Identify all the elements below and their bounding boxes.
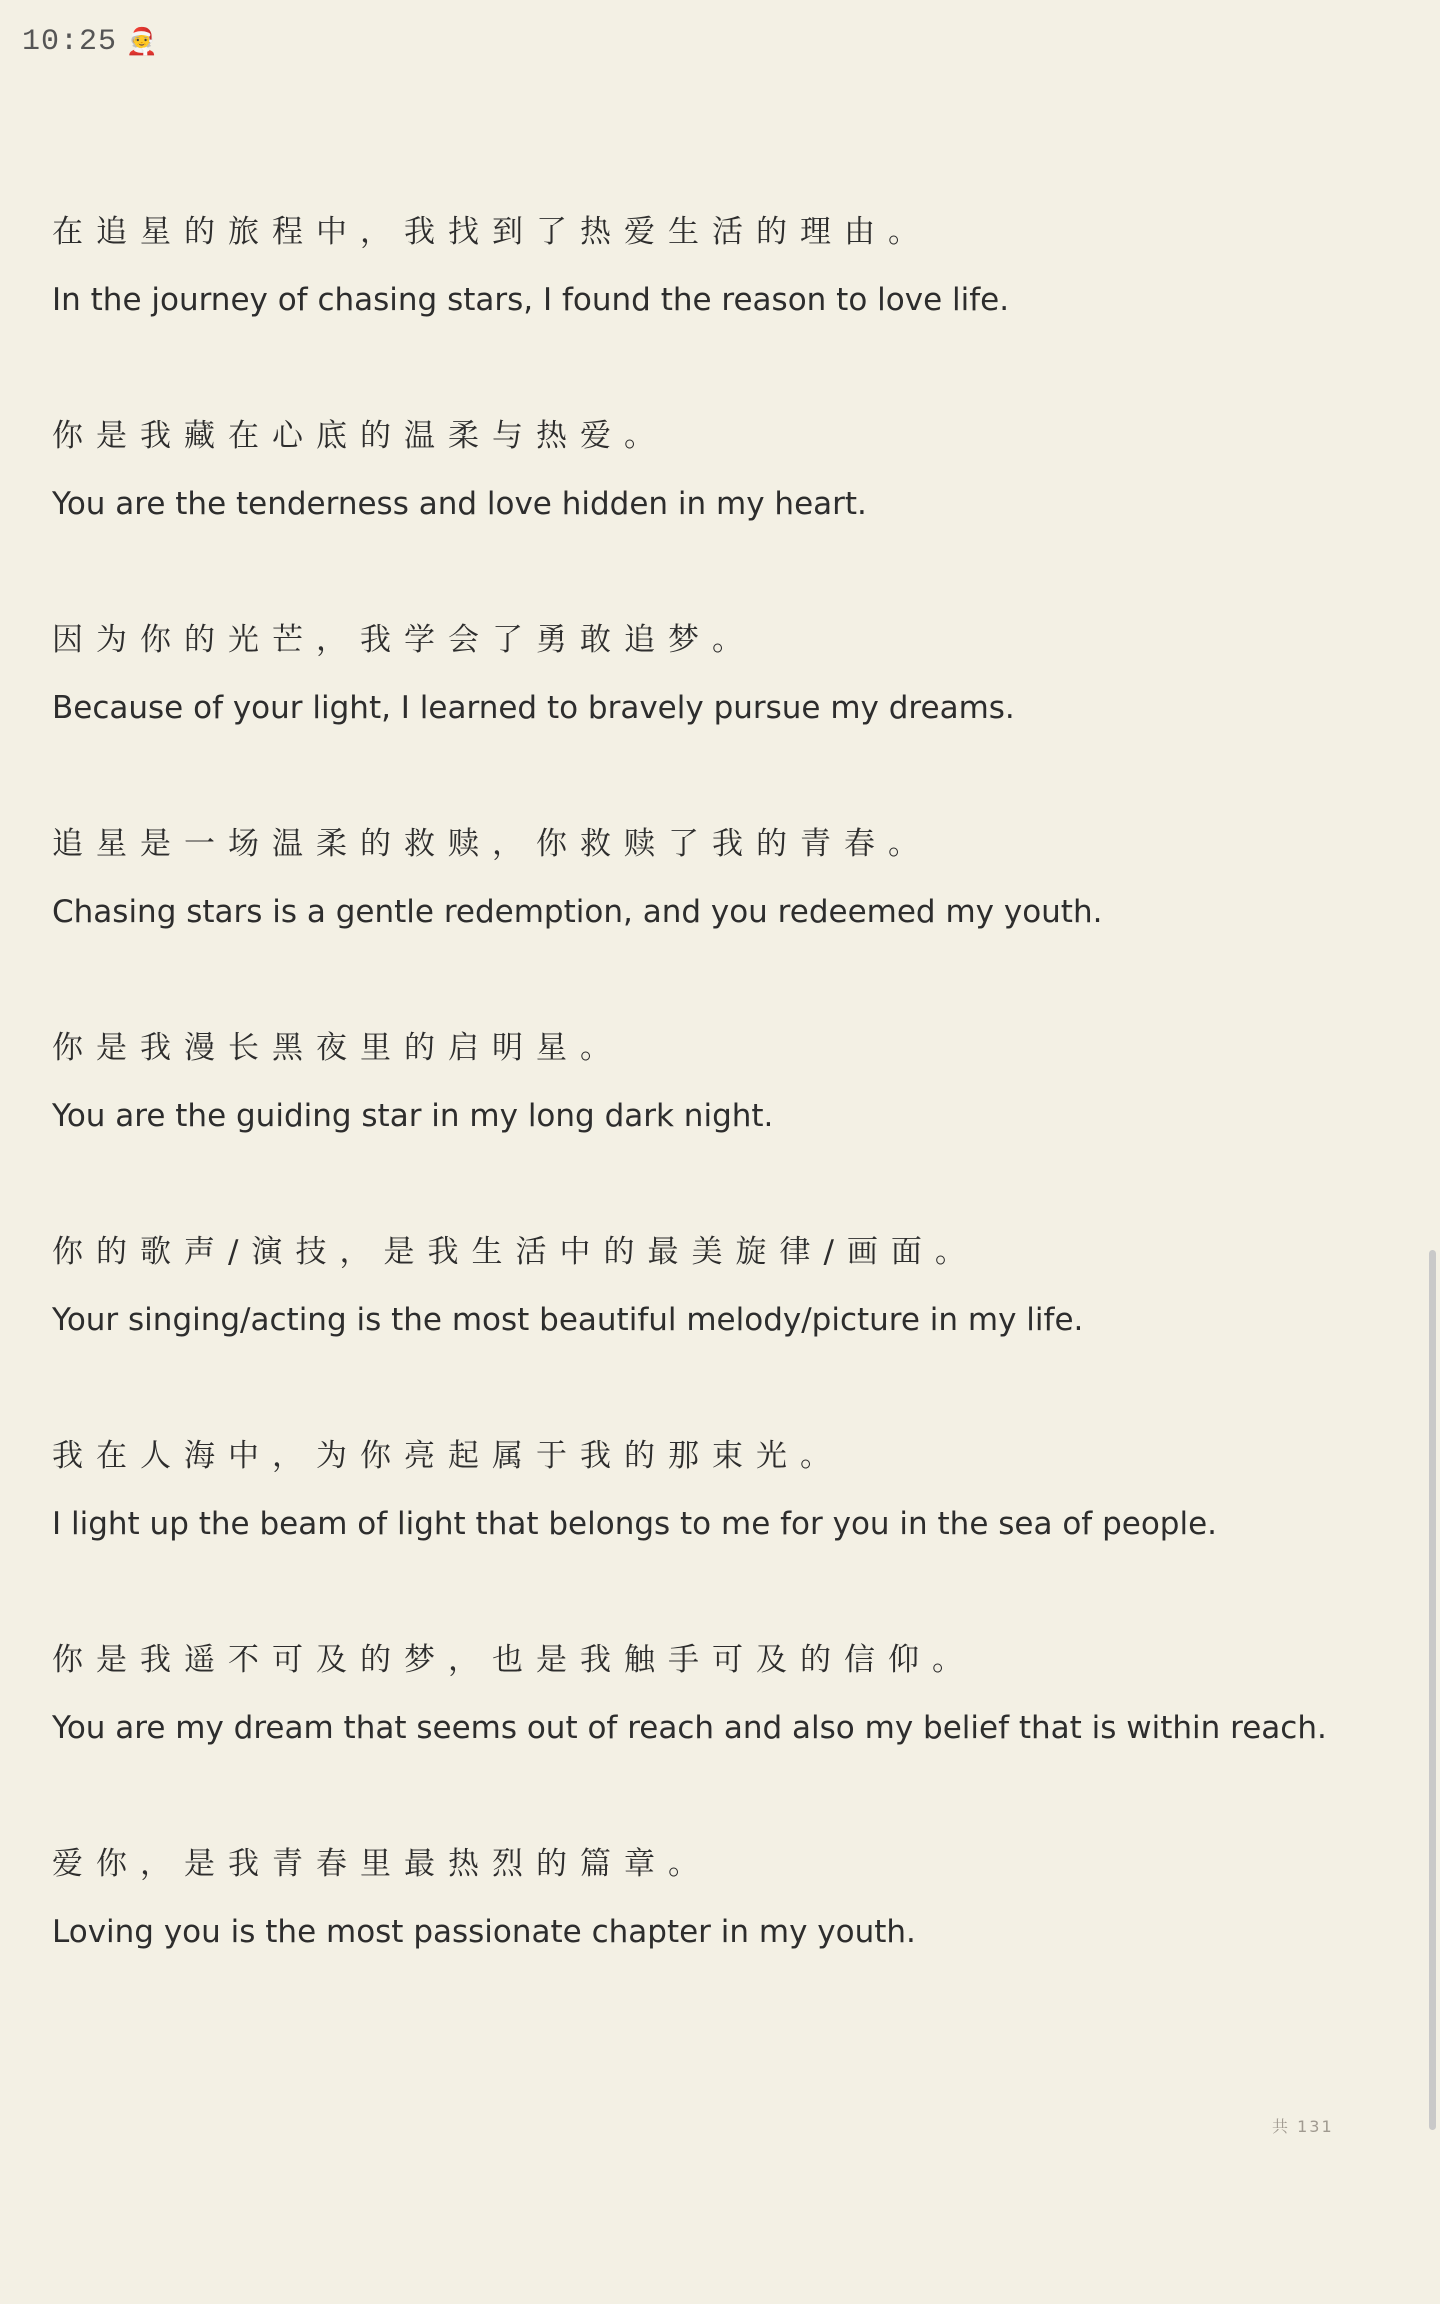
status-bar (22, 22, 157, 62)
chinese-line: 因为你的光芒，我学会了勇敢追梦。 (52, 622, 756, 658)
note-entry (52, 618, 1352, 730)
english-line: You are my dream that seems out of reach and also my belief that is within reach. (52, 1710, 1327, 1746)
chinese-line: 你的歌声/演技，是我生活中的最美旋律/画面。 (52, 1234, 979, 1270)
note-entry (52, 1026, 1352, 1138)
chinese-line: 你是我漫长黑夜里的启明星。 (52, 1030, 624, 1066)
vertical-scrollbar[interactable] (1426, 1250, 1440, 2130)
english-line: You are the guiding star in my long dark night. (52, 1098, 774, 1134)
chinese-line: 追星是一场温柔的救赎，你救赎了我的青春。 (52, 826, 932, 862)
english-line: In the journey of chasing stars, I found the reason to love life. (52, 282, 1010, 318)
note-entry (52, 1434, 1352, 1546)
page-count-mark: 共 131 (1272, 2117, 1334, 2136)
chinese-line: 我在人海中，为你亮起属于我的那束光。 (52, 1438, 844, 1474)
english-line: Chasing stars is a gentle redemption, and you redeemed my youth. (52, 894, 1103, 930)
scrollbar-thumb[interactable] (1429, 1250, 1436, 2130)
note-entry (52, 414, 1352, 526)
chinese-line: 你是我遥不可及的梦，也是我触手可及的信仰。 (52, 1642, 976, 1678)
english-line: I light up the beam of light that belongs to me for you in the sea of people. (52, 1506, 1217, 1542)
english-line: Because of your light, I learned to bravely pursue my dreams. (52, 690, 1015, 726)
santa-emoji-icon: 🧑‍🎄 (125, 27, 159, 57)
note-entry (52, 1638, 1352, 1750)
note-entry (52, 822, 1352, 934)
chinese-line: 爱你，是我青春里最热烈的篇章。 (52, 1846, 712, 1882)
note-entry (52, 1842, 1352, 1954)
english-line: Your singing/acting is the most beautiful melody/picture in my life. (52, 1302, 1084, 1338)
chinese-line: 你是我藏在心底的温柔与热爱。 (52, 418, 668, 454)
chinese-line: 在追星的旅程中，我找到了热爱生活的理由。 (52, 214, 932, 250)
note-entry (52, 210, 1352, 322)
english-line: Loving you is the most passionate chapter in my youth. (52, 1914, 916, 1950)
note-entry (52, 1230, 1352, 1342)
status-time: 10:25 (22, 25, 118, 59)
notes-content (52, 210, 1352, 2046)
english-line: You are the tenderness and love hidden in my heart. (52, 486, 867, 522)
